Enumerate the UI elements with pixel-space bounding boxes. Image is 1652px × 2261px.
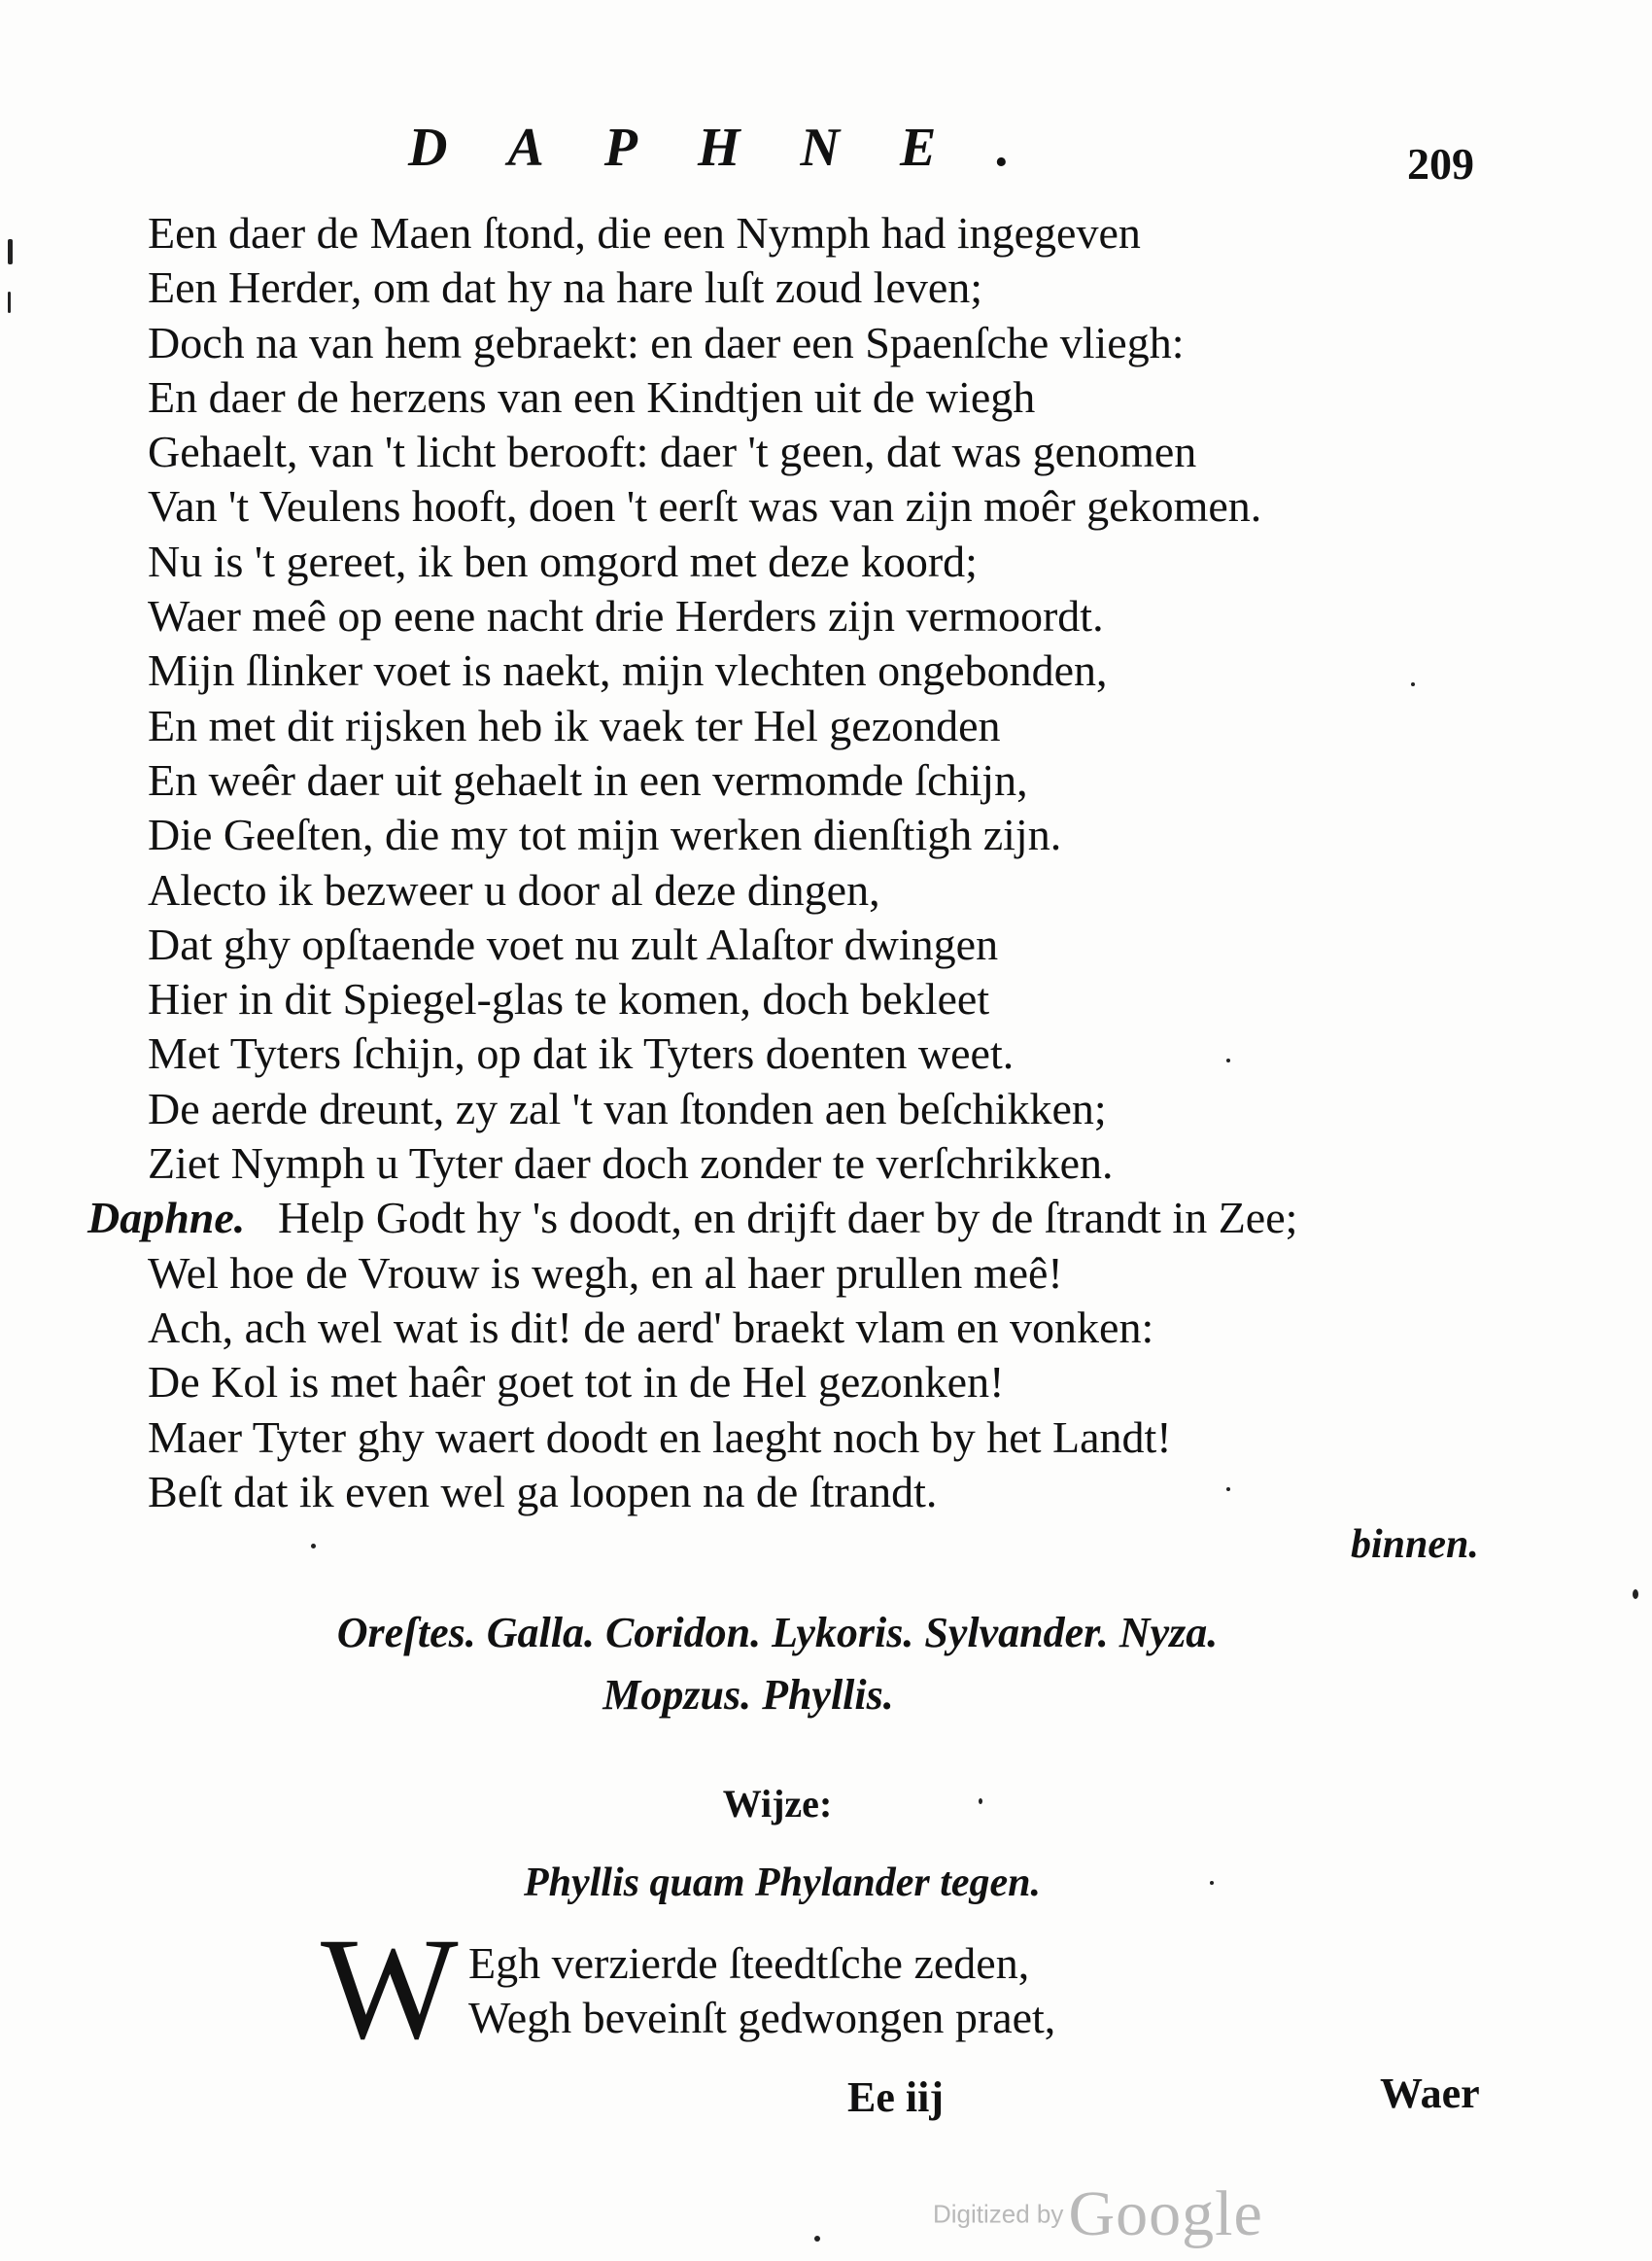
tune-label: Wijze:: [722, 1782, 833, 1826]
catchword: Waer: [1380, 2070, 1480, 2117]
verse-line: [136, 370, 1535, 425]
verse-line: [136, 1355, 1535, 1409]
verse-line-text: Ziet Nymph u Tyter daer doch zonder te verſchrikken.: [148, 1138, 1114, 1189]
cast-list: [0, 1602, 1555, 1726]
scan-speck: [979, 1798, 982, 1804]
verse-line-text: Van 't Veulens hooft, doen 't eerſt was van zijn moêr gekomen.: [148, 481, 1262, 532]
verse-line: [136, 918, 1535, 972]
scan-speck: [1210, 1881, 1214, 1885]
verse-line: [136, 1410, 1535, 1465]
verse-line: [136, 206, 1535, 261]
cast-list-line: Oreſtes. Galla. Coridon. Lykoris. Sylvander. Nyza.: [336, 1609, 1219, 1656]
verse-line-text: Een Herder, om dat hy na hare luſt zoud leven;: [148, 262, 983, 313]
verse-line: [87, 1191, 1535, 1245]
verse-line: [136, 316, 1535, 370]
drop-cap: W: [321, 1908, 459, 2070]
verse-line-text: Waer meê op eene nacht drie Herders zijn vermoordt.: [148, 591, 1104, 642]
verse-line: [136, 261, 1535, 315]
stage-direction: binnen.: [1351, 1522, 1479, 1567]
verse-line-text: Hier in dit Spiegel-glas te komen, doch bekleet: [148, 974, 990, 1025]
verse-line-text: De Kol is met haêr goet tot in de Hel gezonken!: [148, 1357, 1005, 1408]
verse-block: [87, 206, 1535, 1519]
verse-line-text: Wel hoe de Vrouw is wegh, en al haer prullen meê!: [148, 1247, 1063, 1298]
speaker-name: Daphne.: [87, 1193, 246, 1243]
digitization-watermark: [933, 2177, 1263, 2251]
verse-line-text: Nu is 't gereet, ik ben omgord met deze koord;: [148, 536, 978, 586]
verse-line-text: De aerde dreunt, zy zal 't van ſtonden aen beſchikken;: [148, 1083, 1107, 1133]
cast-list-line: Mopzus. Phyllis.: [602, 1671, 894, 1719]
verse-line: [136, 1465, 1535, 1519]
verse-line-text: En daer de herzens van een Kindtjen uit de wiegh: [148, 371, 1036, 422]
verse-line: [136, 644, 1535, 698]
verse-line-text: Beſt dat ik even wel ga loopen na de ſtrandt.: [148, 1466, 938, 1516]
scan-speck: [1226, 1059, 1230, 1062]
song-opening: [321, 1908, 1292, 2070]
verse-line-text: Maer Tyter ghy waert doodt en laeght noch by het Landt!: [148, 1411, 1172, 1462]
digitized-by-text: Digitized by: [933, 2199, 1064, 2229]
verse-line-text: Ach, ach wel wat is dit! de aerd' braekt vlam en vonken:: [148, 1302, 1154, 1352]
verse-line: [136, 972, 1535, 1026]
running-head: DAPHNE.: [408, 118, 1071, 178]
scan-speck: [311, 1544, 316, 1548]
scan-speck: [814, 2236, 820, 2242]
verse-line: [136, 1082, 1535, 1136]
verse-line: [136, 589, 1535, 644]
verse-line-text: Alecto ik bezweer u door al deze dingen,: [148, 864, 880, 915]
verse-line: [136, 535, 1535, 589]
verse-line: [136, 479, 1535, 534]
verse-line: [136, 699, 1535, 753]
scan-speck: [8, 292, 11, 313]
verse-line: [136, 1246, 1535, 1301]
verse-line-text: Een daer de Maen ſtond, die een Nymph had ingegeven: [148, 208, 1141, 258]
verse-line-text: En met dit rijsken heb ik vaek ter Hel gezonden: [148, 700, 1001, 750]
scan-speck: [1411, 682, 1415, 686]
verse-line-text: Gehaelt, van 't licht berooft: daer 't geen, dat was genomen: [148, 427, 1197, 477]
verse-line: [136, 753, 1535, 808]
verse-line: [136, 1026, 1535, 1081]
scan-speck: [8, 239, 13, 264]
verse-line: [136, 425, 1535, 479]
song-line: Egh verzierde ſteedtſche zeden,: [468, 1938, 1030, 1988]
verse-line-text: Met Tyters ſchijn, op dat ik Tyters doenten weet.: [148, 1028, 1015, 1079]
verse-line: [136, 863, 1535, 918]
verse-line-text: Help Godt hy 's doodt, en drijft daer by de ſtrandt in Zee;: [278, 1193, 1298, 1243]
song-line: Wegh beveinſt gedwongen praet,: [468, 1993, 1056, 2042]
verse-line: [136, 1301, 1535, 1355]
verse-line-text: Dat ghy opſtaende voet nu zult Alaſtor dwingen: [148, 919, 999, 969]
verse-line-text: Die Geeſten, die my tot mijn werken dienſtigh zijn.: [148, 810, 1062, 860]
verse-line: [136, 808, 1535, 862]
page-number: 209: [1407, 139, 1474, 189]
verse-line-text: En weêr daer uit gehaelt in een vermomde ſchijn,: [148, 754, 1028, 805]
verse-line-text: Doch na van hem gebraekt: en daer een Spaenſche vliegh:: [148, 317, 1185, 367]
scan-speck: [1226, 1487, 1230, 1491]
verse-line: [136, 1136, 1535, 1191]
signature-mark: Ee iij: [847, 2073, 944, 2121]
scan-speck: [1633, 1589, 1638, 1599]
verse-line-text: Mijn ſlinker voet is naekt, mijn vlechten ongebonden,: [148, 645, 1108, 696]
tune-name: Phyllis quam Phylander tegen.: [523, 1861, 1041, 1905]
google-logo: Google: [1068, 2178, 1263, 2249]
